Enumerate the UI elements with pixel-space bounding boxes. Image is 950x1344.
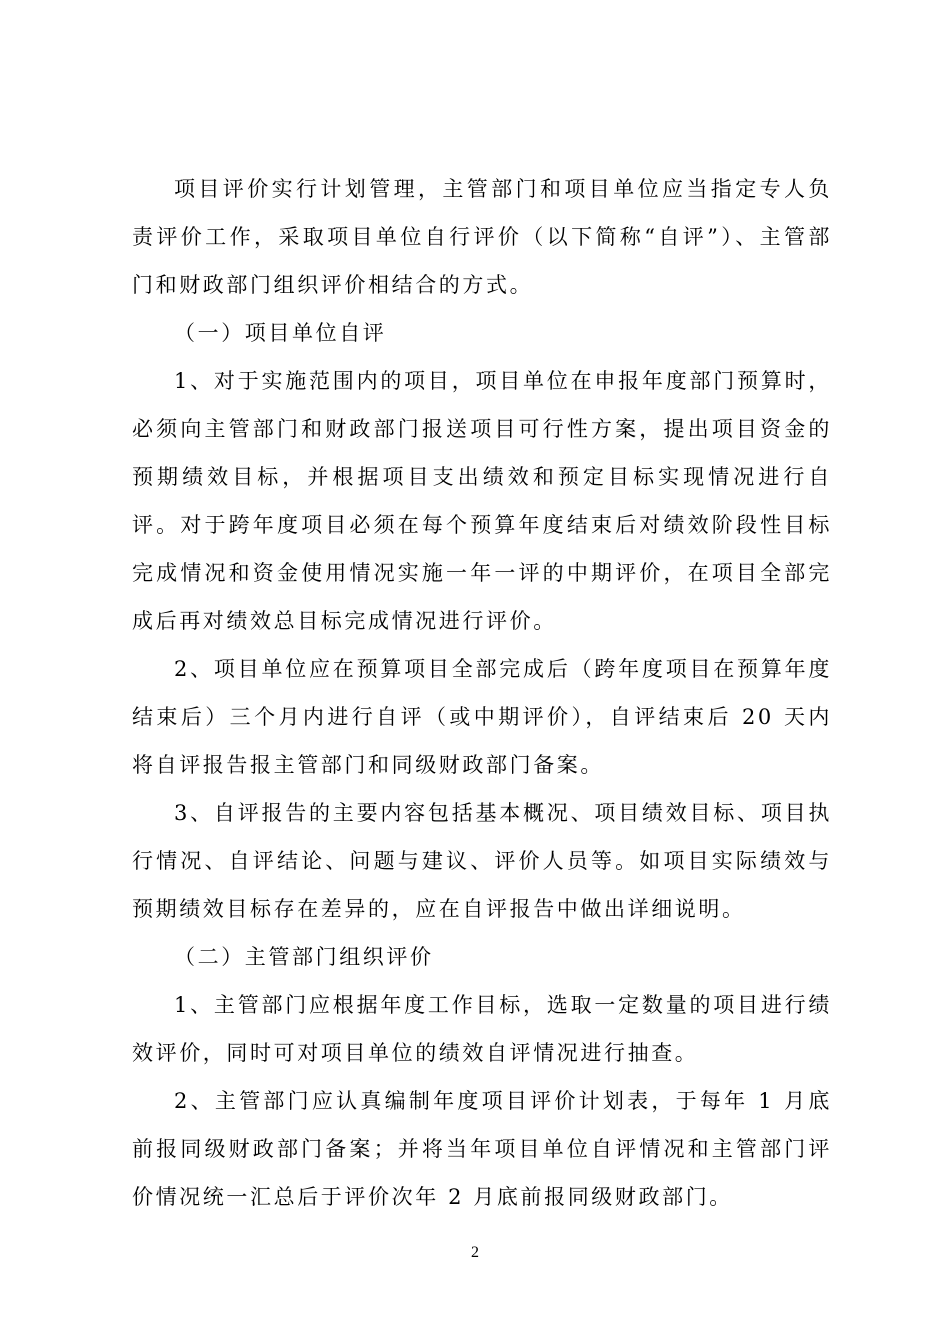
paragraph-dept-eval-item-1: 1、主管部门应根据年度工作目标，选取一定数量的项目进行绩效评价，同时可对项目单位的绩效自评情况进行抽查。 — [132, 993, 832, 1065]
paragraph-self-eval-item-2: 2、项目单位应在预算项目全部完成后（跨年度项目在预算年度结束后）三个月内进行自评（或中期评价），自评结束后 20 天内将自评报告报主管部门和同级财政部门备案。 — [132, 657, 832, 777]
paragraph-dept-eval-item-2: 2、主管部门应认真编制年度项目评价计划表，于每年 1 月底前报同级财政部门备案；并将当年项目单位自评情况和主管部门评价情况统一汇总后于评价次年 2 月底前报同级财政部门。 — [132, 1089, 832, 1209]
paragraph-self-eval-item-3: 3、自评报告的主要内容包括基本概况、项目绩效目标、项目执行情况、自评结论、问题与建议、评价人员等。如项目实际绩效与预期绩效目标存在差异的，应在自评报告中做出详细说明。 — [132, 801, 832, 921]
document-body — [132, 165, 832, 1221]
page-number: 2 — [471, 1244, 479, 1261]
section-heading-department-evaluation: （二）主管部门组织评价 — [174, 945, 434, 969]
paragraph-intro: 项目评价实行计划管理，主管部门和项目单位应当指定专人负责评价工作，采取项目单位自行评价（以下简称“自评”）、主管部门和财政部门组织评价相结合的方式。 — [132, 177, 832, 297]
paragraph-self-eval-item-1: 1、对于实施范围内的项目，项目单位在申报年度部门预算时，必须向主管部门和财政部门报送项目可行性方案，提出项目资金的预期绩效目标，并根据项目支出绩效和预定目标实现情况进行自评。对于跨年度项目必须在每个预算年度结束后对绩效阶段性目标完成情况和资金使用情况实施一年一评的中期评价，在项目全部完成后再对绩效总目标完成情况进行评价。 — [132, 369, 832, 633]
section-heading-self-evaluation: （一）项目单位自评 — [174, 321, 387, 345]
